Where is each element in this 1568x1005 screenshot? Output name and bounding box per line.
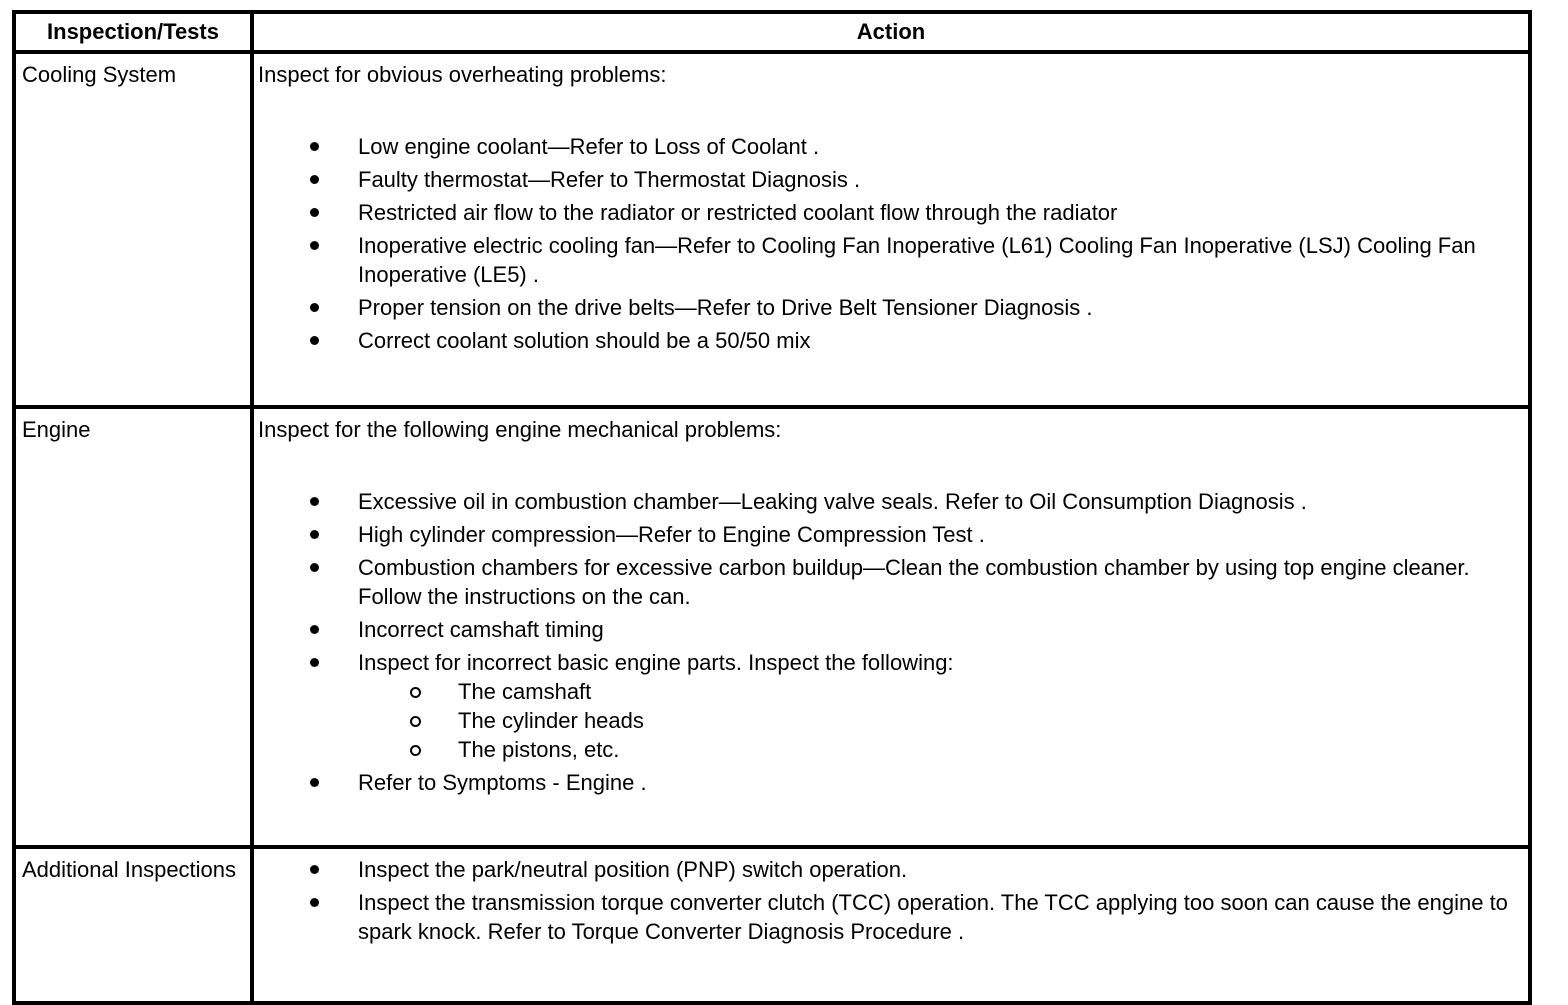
list-item xyxy=(258,768,1522,797)
circle-bullet-icon xyxy=(410,745,421,756)
table-row xyxy=(14,407,1530,847)
list-item-text: Inspect the park/neutral position (PNP) switch operation. xyxy=(358,857,908,882)
list-item-text: Inoperative electric cooling fan—Refer to Cooling Fan Inoperative (L61) Cooling Fan Inoperative (LSJ) Cooling Fan Inoperative (LE5) . xyxy=(358,233,1476,287)
row-action xyxy=(252,847,1530,1003)
row-action xyxy=(252,407,1530,847)
inspection-table xyxy=(12,10,1532,1005)
bullet-icon xyxy=(310,865,319,874)
document-page xyxy=(12,10,1528,980)
bullet-list xyxy=(258,855,1522,946)
list-item-text: Incorrect camshaft timing xyxy=(358,617,604,642)
list-item-text: High cylinder compression—Refer to Engine Compression Test . xyxy=(358,522,985,547)
list-item-text: Proper tension on the drive belts—Refer to Drive Belt Tensioner Diagnosis . xyxy=(358,295,1093,320)
list-item-text: Combustion chambers for excessive carbon buildup—Clean the combustion chamber by using top engine cleaner. Follow the instructions on the can. xyxy=(358,555,1470,609)
list-item xyxy=(258,132,1522,161)
list-item xyxy=(258,520,1522,549)
list-item-text: Restricted air flow to the radiator or restricted coolant flow through the radiator xyxy=(358,200,1118,225)
bullet-icon xyxy=(310,336,319,345)
row-label: Additional Inspections xyxy=(14,847,252,1003)
bullet-icon xyxy=(310,625,319,634)
sub-list-item-text: The pistons, etc. xyxy=(458,737,620,762)
list-item xyxy=(258,553,1522,611)
bullet-icon xyxy=(310,303,319,312)
list-item xyxy=(258,615,1522,644)
list-item-text: Faulty thermostat—Refer to Thermostat Diagnosis . xyxy=(358,167,861,192)
bullet-icon xyxy=(310,241,319,250)
action-intro: Inspect for the following engine mechanical problems: xyxy=(258,417,782,442)
circle-bullet-icon xyxy=(410,687,421,698)
bullet-icon xyxy=(310,142,319,151)
list-item xyxy=(258,293,1522,322)
row-label: Cooling System xyxy=(14,52,252,407)
bullet-icon xyxy=(310,497,319,506)
list-item-text: Inspect the transmission torque converter clutch (TCC) operation. The TCC applying too soon can cause the engine to spark knock. Refer to Torque Converter Diagnosis Procedure . xyxy=(358,890,1508,944)
bullet-list xyxy=(258,132,1522,355)
bullet-icon xyxy=(310,530,319,539)
list-item xyxy=(258,648,1522,764)
bullet-icon xyxy=(310,563,319,572)
sub-list xyxy=(358,677,1522,764)
list-item xyxy=(258,888,1522,946)
list-item-text: Correct coolant solution should be a 50/50 mix xyxy=(358,328,811,353)
table-header-row xyxy=(14,12,1530,52)
sub-list-item-text: The camshaft xyxy=(458,679,592,704)
bullet-icon xyxy=(310,898,319,907)
header-action: Action xyxy=(252,12,1530,52)
bullet-icon xyxy=(310,778,319,787)
list-item-text: Inspect for incorrect basic engine parts. Inspect the following: xyxy=(358,650,954,675)
action-intro: Inspect for obvious overheating problems: xyxy=(258,62,667,87)
sub-list-item xyxy=(358,735,1522,764)
bullet-list xyxy=(258,487,1522,797)
list-item xyxy=(258,198,1522,227)
bullet-icon xyxy=(310,175,319,184)
sub-list-item-text: The cylinder heads xyxy=(458,708,644,733)
list-item xyxy=(258,487,1522,516)
list-item-text: Refer to Symptoms - Engine . xyxy=(358,770,647,795)
circle-bullet-icon xyxy=(410,716,421,727)
table-row xyxy=(14,847,1530,1003)
list-item xyxy=(258,855,1522,884)
bullet-icon xyxy=(310,658,319,667)
sub-list-item xyxy=(358,677,1522,706)
row-action xyxy=(252,52,1530,407)
list-item xyxy=(258,326,1522,355)
table-row xyxy=(14,52,1530,407)
list-item-text: Low engine coolant—Refer to Loss of Coolant . xyxy=(358,134,820,159)
list-item xyxy=(258,231,1522,289)
sub-list-item xyxy=(358,706,1522,735)
list-item xyxy=(258,165,1522,194)
row-label: Engine xyxy=(14,407,252,847)
header-inspection-tests: Inspection/Tests xyxy=(14,12,252,52)
list-item-text: Excessive oil in combustion chamber—Leaking valve seals. Refer to Oil Consumption Diagnosis . xyxy=(358,489,1307,514)
bullet-icon xyxy=(310,208,319,217)
